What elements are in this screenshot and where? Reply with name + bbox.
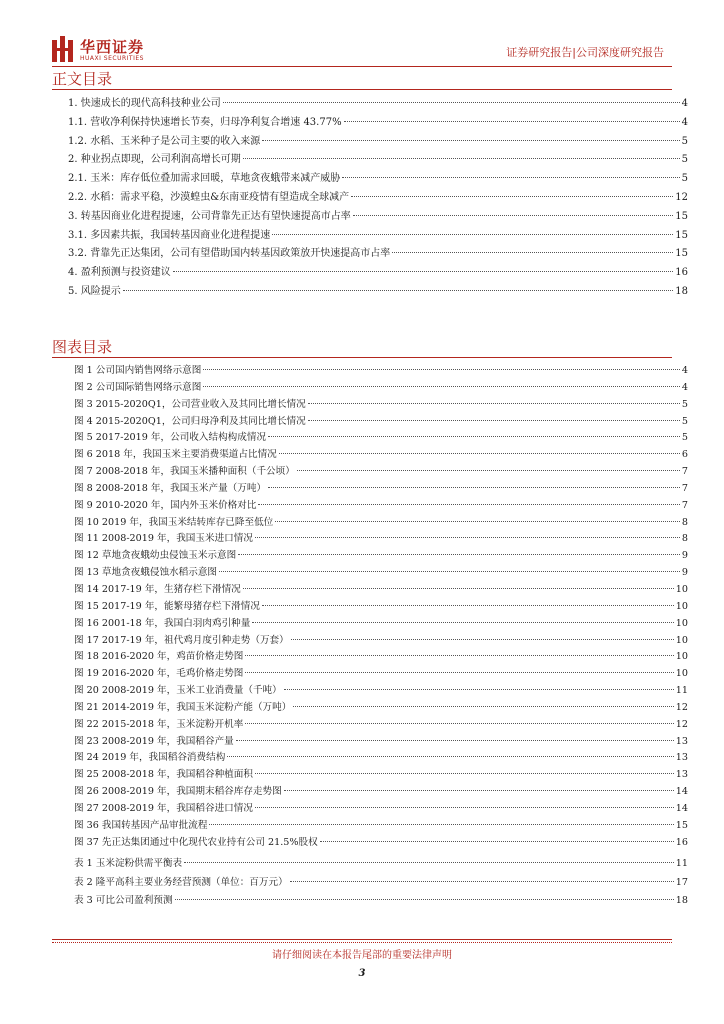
table-entry-label: 表 3 可比公司盈利预测 — [74, 895, 173, 906]
figure-entry-label: 图 37 先正达集团通过中化现代农业持有公司 21.5%股权 — [74, 836, 318, 848]
dot-leader — [291, 639, 674, 640]
toc-entry[interactable] — [68, 170, 688, 189]
dot-leader — [227, 756, 673, 757]
figure-entry-page: 5 — [681, 415, 688, 427]
toc-entry-label: 1.2. 水稻、玉米种子是公司主要的收入来源 — [68, 135, 261, 147]
dot-leader — [293, 706, 673, 707]
dot-leader — [268, 487, 680, 488]
dot-leader — [392, 252, 673, 253]
figure-entry[interactable] — [74, 430, 688, 447]
dot-leader — [308, 403, 680, 404]
dot-leader — [223, 102, 680, 103]
figure-entry-label: 图 24 2019 年，我国稻谷消费结构 — [74, 752, 226, 764]
dot-leader — [320, 841, 674, 842]
figure-entry[interactable] — [74, 666, 688, 683]
figure-entry[interactable] — [74, 414, 688, 431]
figure-entry-label: 图 19 2016-2020 年，毛鸡价格走势图 — [74, 668, 244, 680]
table-entry-page: 17 — [675, 876, 688, 888]
report-type: 证券研究报告|公司深度研究报告 — [506, 46, 664, 59]
dot-leader — [342, 177, 679, 178]
dot-leader — [175, 899, 674, 900]
figure-entry-page: 10 — [675, 668, 688, 680]
figure-entry[interactable] — [74, 835, 688, 852]
toc-entry-page: 5 — [681, 173, 688, 185]
figure-entry-page: 12 — [675, 718, 688, 730]
figure-entry[interactable] — [74, 801, 688, 818]
figure-entry[interactable] — [74, 548, 688, 565]
toc-entry-label: 1. 快速成长的现代高科技种业公司 — [68, 98, 221, 109]
dot-leader — [209, 824, 673, 825]
toc-entry-page: 4 — [681, 98, 688, 109]
toc-entry[interactable] — [68, 227, 688, 246]
header-divider — [52, 66, 672, 67]
figure-entry-page: 4 — [681, 365, 688, 376]
toc-list — [68, 95, 688, 302]
figure-entry[interactable] — [74, 818, 688, 835]
figure-entry-label: 图 21 2014-2019 年，我国玉米淀粉产能（万吨） — [74, 701, 292, 713]
dot-leader — [308, 420, 680, 421]
table-entry[interactable] — [74, 855, 688, 874]
figure-entry-label: 图 10 2019 年，我国玉米结转库存已降至低位 — [74, 516, 274, 528]
dot-leader — [255, 807, 674, 808]
toc-entry[interactable] — [68, 283, 688, 302]
toc-entry[interactable] — [68, 114, 688, 133]
figures-title: 图表目录 — [52, 338, 113, 356]
figure-entry-label: 图 20 2008-2019 年，玉米工业消费量（千吨） — [74, 685, 282, 697]
dot-leader — [252, 622, 673, 623]
figure-entry-page: 7 — [681, 482, 688, 494]
dot-leader — [219, 571, 680, 572]
figure-entry-label: 图 26 2008-2019 年，我国期末稻谷库存走势图 — [74, 786, 282, 798]
figure-entry-page: 13 — [675, 735, 688, 747]
toc-entry-label: 3. 转基因商业化进程提速，公司背靠先正达有望快速提高市占率 — [68, 210, 351, 222]
toc-entry[interactable] — [68, 264, 688, 283]
dot-leader — [203, 386, 680, 387]
dot-leader — [123, 290, 674, 291]
dot-leader — [255, 537, 680, 538]
figure-entry-label: 图 5 2017-2019 年，公司收入结构构成情况 — [74, 432, 267, 444]
toc-entry[interactable] — [68, 151, 688, 170]
figure-entry-page: 9 — [681, 550, 688, 562]
dot-leader — [255, 773, 674, 774]
figure-entry[interactable] — [74, 734, 688, 751]
figure-entry[interactable] — [74, 616, 688, 633]
figure-entry-page: 13 — [675, 752, 688, 764]
dot-leader — [243, 158, 680, 159]
figure-entry[interactable] — [74, 498, 688, 515]
dot-leader — [284, 689, 674, 690]
figure-entry-page: 10 — [675, 600, 688, 612]
figure-entry-page: 8 — [681, 516, 688, 528]
figure-entry-label: 图 14 2017-19 年，生猪存栏下滑情况 — [74, 583, 241, 595]
dot-leader — [238, 554, 680, 555]
toc-entry-page: 15 — [675, 210, 688, 222]
toc-entry-label: 2.1. 玉米：库存低位叠加需求回暖，草地贪夜蛾带来减产威胁 — [68, 173, 341, 185]
page-header — [0, 0, 724, 72]
figure-entry-label: 图 22 2015-2018 年，玉米淀粉开机率 — [74, 718, 244, 730]
figure-entry-label: 图 25 2008-2018 年，我国稻谷种植面积 — [74, 769, 253, 781]
toc-title-rule — [52, 89, 672, 90]
figure-entry-page: 7 — [681, 466, 688, 478]
dot-leader — [272, 234, 673, 235]
logo-chinese-name: 华西证券 — [80, 38, 145, 56]
dot-leader — [245, 723, 673, 724]
dot-leader — [297, 470, 680, 471]
toc-entry[interactable] — [68, 208, 688, 227]
figure-entry-label: 图 15 2017-19 年，能繁母猪存栏下滑情况 — [74, 600, 260, 612]
figure-entry-page: 10 — [675, 583, 688, 595]
tables-list — [74, 855, 688, 911]
dot-leader — [258, 504, 679, 505]
figure-entry[interactable] — [74, 380, 688, 397]
toc-entry-page: 5 — [681, 154, 688, 166]
figure-entry-page: 14 — [675, 786, 688, 798]
figure-entry-page: 9 — [681, 567, 688, 579]
huaxi-logo-icon — [52, 36, 74, 62]
figure-entry-label: 图 2 公司国际销售网络示意图 — [74, 381, 202, 393]
dot-leader — [290, 881, 674, 882]
figure-entry-label: 图 8 2008-2018 年，我国玉米产量（万吨） — [74, 482, 267, 494]
figure-entry[interactable] — [74, 464, 688, 481]
figure-entry-page: 11 — [675, 685, 688, 697]
figure-entry-label: 图 17 2017-19 年，祖代鸡月度引种走势（万套） — [74, 634, 289, 646]
toc-entry[interactable] — [68, 133, 688, 152]
dot-leader — [173, 271, 674, 272]
figure-entry-label: 图 36 我国转基因产品审批流程 — [74, 819, 208, 831]
toc-entry-page: 15 — [675, 248, 688, 260]
toc-entry-label: 4. 盈利预测与投资建议 — [68, 267, 171, 279]
toc-title: 正文目录 — [52, 70, 113, 88]
figure-entry[interactable] — [74, 633, 688, 650]
figure-entry-page: 13 — [675, 769, 688, 781]
figure-entry[interactable] — [74, 363, 688, 380]
dot-leader — [353, 215, 674, 216]
toc-entry-page: 15 — [675, 229, 688, 241]
figure-entry-label: 图 4 2015-2020Q1，公司归母净利及其同比增长情况 — [74, 415, 306, 427]
figure-entry[interactable] — [74, 447, 688, 464]
table-entry[interactable] — [74, 892, 688, 911]
figure-entry-label: 图 3 2015-2020Q1，公司营业收入及其同比增长情况 — [74, 398, 306, 410]
figures-list — [74, 363, 688, 851]
dot-leader — [262, 140, 679, 141]
figures-title-rule — [52, 357, 672, 358]
dot-leader — [275, 521, 680, 522]
toc-entry-page: 16 — [675, 267, 688, 279]
toc-entry[interactable] — [68, 189, 688, 208]
figure-entry-page: 14 — [675, 802, 688, 814]
logo-english-name: HUAXI SECURITIES — [80, 55, 144, 62]
table-entry[interactable] — [74, 874, 688, 893]
figure-entry-page: 10 — [675, 617, 688, 629]
figure-entry-page: 15 — [675, 819, 688, 831]
figure-entry[interactable] — [74, 599, 688, 616]
dot-leader — [268, 436, 680, 437]
figure-entry-page: 8 — [681, 533, 688, 545]
figure-entry-label: 图 1 公司国内销售网络示意图 — [74, 365, 202, 376]
figure-entry-label: 图 18 2016-2020 年，鸡苗价格走势图 — [74, 651, 244, 663]
figure-entry[interactable] — [74, 515, 688, 532]
figure-entry-label: 图 16 2001-18 年，我国白羽肉鸡引种量 — [74, 617, 251, 629]
figure-entry[interactable] — [74, 784, 688, 801]
toc-entry-label: 3.2. 背靠先正达集团，公司有望借助国内转基因政策放开快速提高市占率 — [68, 248, 391, 260]
page-number: 3 — [358, 968, 366, 979]
dot-leader — [184, 862, 674, 863]
figure-entry[interactable] — [74, 397, 688, 414]
toc-entry-label: 1.1. 营收净利保持快速增长节奏，归母净利复合增速 43.77% — [68, 116, 342, 128]
table-entry-page: 18 — [675, 895, 688, 906]
toc-entry-page: 12 — [675, 191, 688, 203]
dot-leader — [236, 740, 674, 741]
footer-dotted-divider — [52, 942, 672, 943]
figure-entry-page: 4 — [681, 381, 688, 393]
table-entry-page: 11 — [675, 858, 688, 869]
figure-entry[interactable] — [74, 700, 688, 717]
dot-leader — [262, 605, 674, 606]
figure-entry[interactable] — [74, 582, 688, 599]
dot-leader — [344, 121, 680, 122]
figure-entry-page: 10 — [675, 651, 688, 663]
figure-entry[interactable] — [74, 481, 688, 498]
legal-notice: 请仔细阅读在本报告尾部的重要法律声明 — [272, 950, 452, 961]
figure-entry-page: 5 — [681, 432, 688, 444]
figure-entry[interactable] — [74, 649, 688, 666]
toc-entry[interactable] — [68, 245, 688, 264]
toc-entry[interactable] — [68, 95, 688, 114]
figure-entry-label: 图 13 草地贪夜蛾侵蚀水稻示意图 — [74, 567, 218, 579]
dot-leader — [284, 790, 674, 791]
dot-leader — [351, 196, 673, 197]
dot-leader — [245, 655, 673, 656]
figure-entry-label: 图 23 2008-2019 年，我国稻谷产量 — [74, 735, 234, 747]
figure-entry-page: 10 — [675, 634, 688, 646]
figure-entry-label: 图 27 2008-2019 年，我国稻谷进口情况 — [74, 802, 253, 814]
toc-entry-label: 3.1. 多因素共振，我国转基因商业化进程提速 — [68, 229, 271, 241]
figure-entry-page: 5 — [681, 398, 688, 410]
toc-entry-label: 2.2. 水稻：需求平稳，沙漠蝗虫&东南亚疫情有望造成全球减产 — [68, 191, 350, 203]
dot-leader — [279, 453, 680, 454]
figure-entry-page: 6 — [681, 449, 688, 461]
table-entry-label: 表 1 玉米淀粉供需平衡表 — [74, 858, 183, 869]
toc-entry-label: 5. 风险提示 — [68, 285, 121, 297]
figure-entry-label: 图 6 2018 年，我国玉米主要消费渠道占比情况 — [74, 449, 277, 461]
dot-leader — [203, 369, 680, 370]
figure-entry[interactable] — [74, 683, 688, 700]
figure-entry[interactable] — [74, 750, 688, 767]
figure-entry-page: 16 — [675, 836, 688, 848]
figure-entry-label: 图 9 2010-2020 年，国内外玉米价格对比 — [74, 499, 257, 511]
figure-entry[interactable] — [74, 531, 688, 548]
figure-entry[interactable] — [74, 565, 688, 582]
figure-entry-label: 图 7 2008-2018 年，我国玉米播种面积（千公顷） — [74, 466, 295, 478]
toc-entry-label: 2. 种业拐点即现，公司利润高增长可期 — [68, 154, 241, 166]
toc-entry-page: 5 — [681, 135, 688, 147]
toc-entry-page: 4 — [681, 116, 688, 128]
figure-entry[interactable] — [74, 717, 688, 734]
footer-divider — [52, 939, 672, 940]
figure-entry[interactable] — [74, 767, 688, 784]
table-entry-label: 表 2 隆平高科主要业务经营预测（单位：百万元） — [74, 876, 288, 888]
figure-entry-page: 12 — [675, 701, 688, 713]
toc-entry-page: 18 — [675, 285, 688, 297]
dot-leader — [245, 672, 673, 673]
dot-leader — [243, 588, 674, 589]
figure-entry-label: 图 11 2008-2019 年，我国玉米进口情况 — [74, 533, 253, 545]
figure-entry-label: 图 12 草地贪夜蛾幼虫侵蚀玉米示意图 — [74, 550, 237, 562]
figure-entry-page: 7 — [681, 499, 688, 511]
